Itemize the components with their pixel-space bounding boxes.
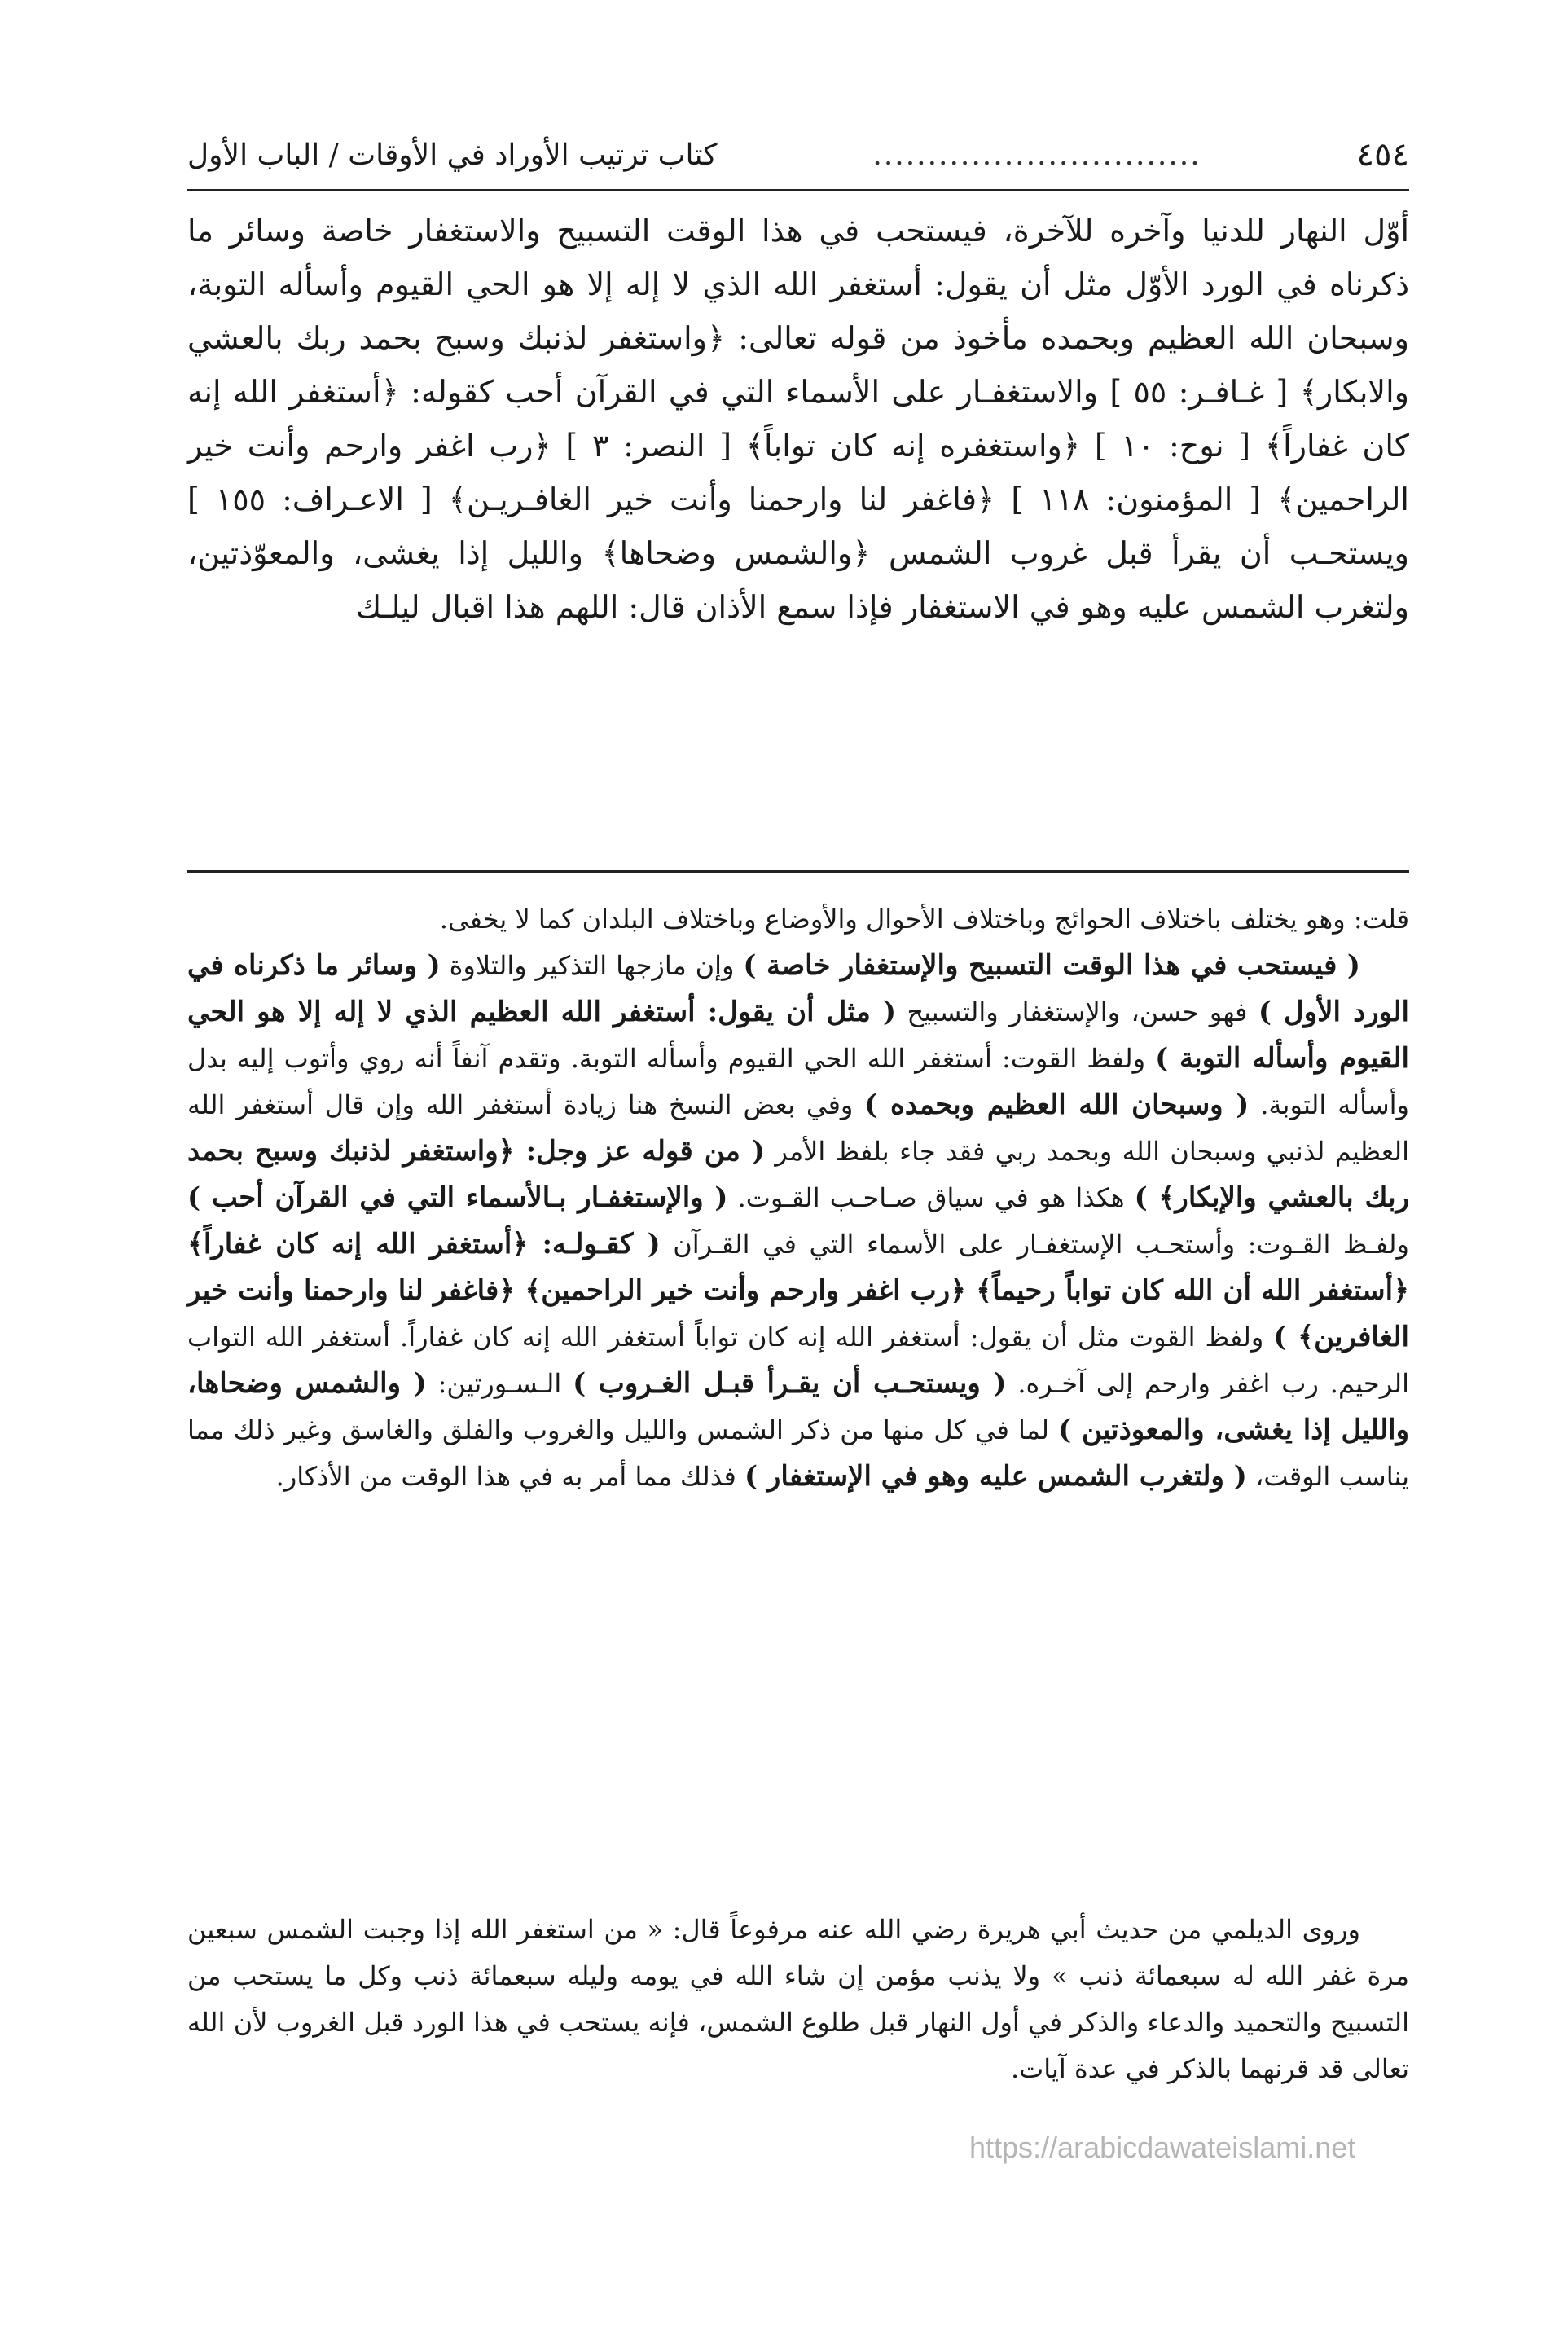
commentary-explanation: ولفـظ القـوت: وأستحـب الإستغفـار على الأسماء التي في القـرآن — [660, 1229, 1409, 1260]
commentary-quoted-matn: ( والشمس وضحاها، والليل إذا يغشى، والمعوذتين ) — [187, 1367, 1410, 1446]
commentary-intro: قلت: وهو يختلف باختلاف الحوائج وباختلاف الأحوال والأوضاع وباختلاف البلدان كما لا يخفى. — [439, 904, 1409, 935]
commentary-quoted-matn: ( من قوله عز وجل: ﴿واستغفر لذنبك وسبح بحمد ربك بالعشي والإبكار﴾ ) — [187, 1135, 1410, 1214]
commentary-quoted-matn: ( مثل أن يقول: أستغفر الله العظيم الذي لا إله إلا هو الحي القيوم وأسأله التوبة ) — [187, 996, 1410, 1075]
commentary-explanation: هكذا هو في سياق صـاحـب القـوت. — [727, 1182, 1135, 1213]
main-text-block — [187, 204, 1409, 634]
commentary-quoted-matn: ( وسبحان الله العظيم وبحمده ) — [864, 1089, 1250, 1121]
commentary-paragraph — [187, 943, 1409, 1500]
commentary-quoted-matn: ( فيستحب في هذا الوقت التسبيح والإستغفار خاصة ) — [743, 949, 1360, 982]
commentary-explanation: ولفظ القوت مثل أن يقول: أستغفر الله إنه كان تواباً أستغفر الله إنه كان غفاراً. أستغفر الله التواب الرحيم. رب اغفر وارحم إلى آخـره. — [187, 1322, 1409, 1399]
commentary-explanation: ولفظ القوت: أستغفر الله الحي القيوم وأسأله التوبة. وتقدم آنفاً أنه روي وأتوب إليه بدل وأسأله التوبة. — [187, 1043, 1410, 1120]
commentary-explanation: الـسـورتين: — [426, 1368, 573, 1399]
page-header — [187, 126, 1409, 183]
commentary-explanation: لما في كل منها من ذكر الشمس والليل والغروب والفلق والغاسق وغير ذلك مما يناسب الوقت، — [187, 1414, 1409, 1492]
running-title: كتاب ترتيب الأوراد في الأوقات / الباب الأول — [187, 138, 718, 172]
main-paragraph: أوّل النهار للدنيا وآخره للآخرة، فيستحب في هذا الوقت التسبيح والاستغفار خاصة وسائر ما ذكرناه في الورد الأوّل مثل أن يقول: أستغفر الله الذي لا إله إلا هو الحي القيوم وأسأله التوبة، وسبحان الله العظيم وبحمده مأخوذ من قوله تعالى: ﴿واستغفر لذنبك وسبح بحمد ربك بالعشي والابكار﴾ [ غـافـر: ٥٥ ] والاستغفـار على الأسماء التي في القرآن أحب كقوله: ﴿أستغفر الله إنه كان غفاراً﴾ [ نوح: ١٠ ] ﴿واستغفره إنه كان تواباً﴾ [ النصر: ٣ ] ﴿رب اغفر وارحم وأنت خير الراحمين﴾ [ المؤمنون: ١١٨ ] ﴿فاغفر لنا وارحمنا وأنت خير الغافـريـن﴾ [ الاعـراف: ١٥٥ ] ويستحـب أن يقرأ قبل غروب الشمس ﴿والشمس وضحاها﴾ والليل إذا يغشى، والمعوّذتين، ولتغرب الشمس عليه وهو في الاستغفار فإذا سمع الأذان قال: اللهم هذا اقبال ليلـك — [187, 213, 1409, 625]
commentary-quoted-matn: ( وسائر ما ذكرناه في الورد الأول ) — [187, 949, 1410, 1028]
header-rule — [187, 189, 1409, 191]
commentary-quoted-matn: ( ويستحـب أن يقـرأ قبـل الغـروب ) — [573, 1367, 1007, 1400]
commentary-explanation: وفي بعض النسخ هنا زيادة أستغفر الله وإن قال أستغفر الله العظيم لذنبي وسبحان الله وبحمد ربي فقد جاء بلفظ الأمر — [187, 1089, 1410, 1167]
commentary-quoted-matn: ( كقـولـه: ﴿أستغفر الله إنه كان غفاراً﴾ ﴿أستغفر الله أن الله كان تواباً رحيماً﴾ ﴿رب اغفر وارحم وأنت خير الراحمين﴾ ﴿فاغفر لنا وارحمنا وأنت خير الغافرين﴾ ) — [187, 1228, 1409, 1353]
hadith-block — [187, 1907, 1409, 2092]
source-watermark: https://arabicdawateislami.net — [969, 2131, 1356, 2164]
hadith-paragraph: وروى الديلمي من حديث أبي هريرة رضي الله عنه مرفوعاً قال: « من استغفر الله إذا وجبت الشمس سبعين مرة غفر الله له سبعمائة ذنب » ولا يذنب مؤمن إن شاء الله في يومه وليله سبعمائة ذنب وكل ما يستحب من التسبيح والتحميد والدعاء والذكر في أول النهار قبل طلوع الشمس، فإنه يستحب في هذا الورد قبل الغروب لأن الله تعالى قد قرنهما بالذكر في عدة آيات. — [187, 1914, 1409, 2084]
commentary-quoted-matn: ( ولتغرب الشمس عليه وهو في الإستغفار ) — [744, 1460, 1247, 1493]
commentary-separator — [187, 870, 1409, 873]
header-dots: .............................. — [872, 138, 1201, 172]
commentary-explanation: وإن مازجها التذكير والتلاوة — [440, 950, 744, 981]
commentary-block — [187, 896, 1409, 1500]
commentary-explanation: فذلك مما أمر به في هذا الوقت من الأذكار. — [275, 1461, 744, 1492]
commentary-explanation: فهو حسن، والإستغفار والتسبيح — [896, 996, 1258, 1027]
commentary-quoted-matn: ( والإستغفـار بـالأسماء التي في القرآن أحب ) — [187, 1181, 728, 1214]
page-number: ٤٥٤ — [1356, 136, 1409, 174]
